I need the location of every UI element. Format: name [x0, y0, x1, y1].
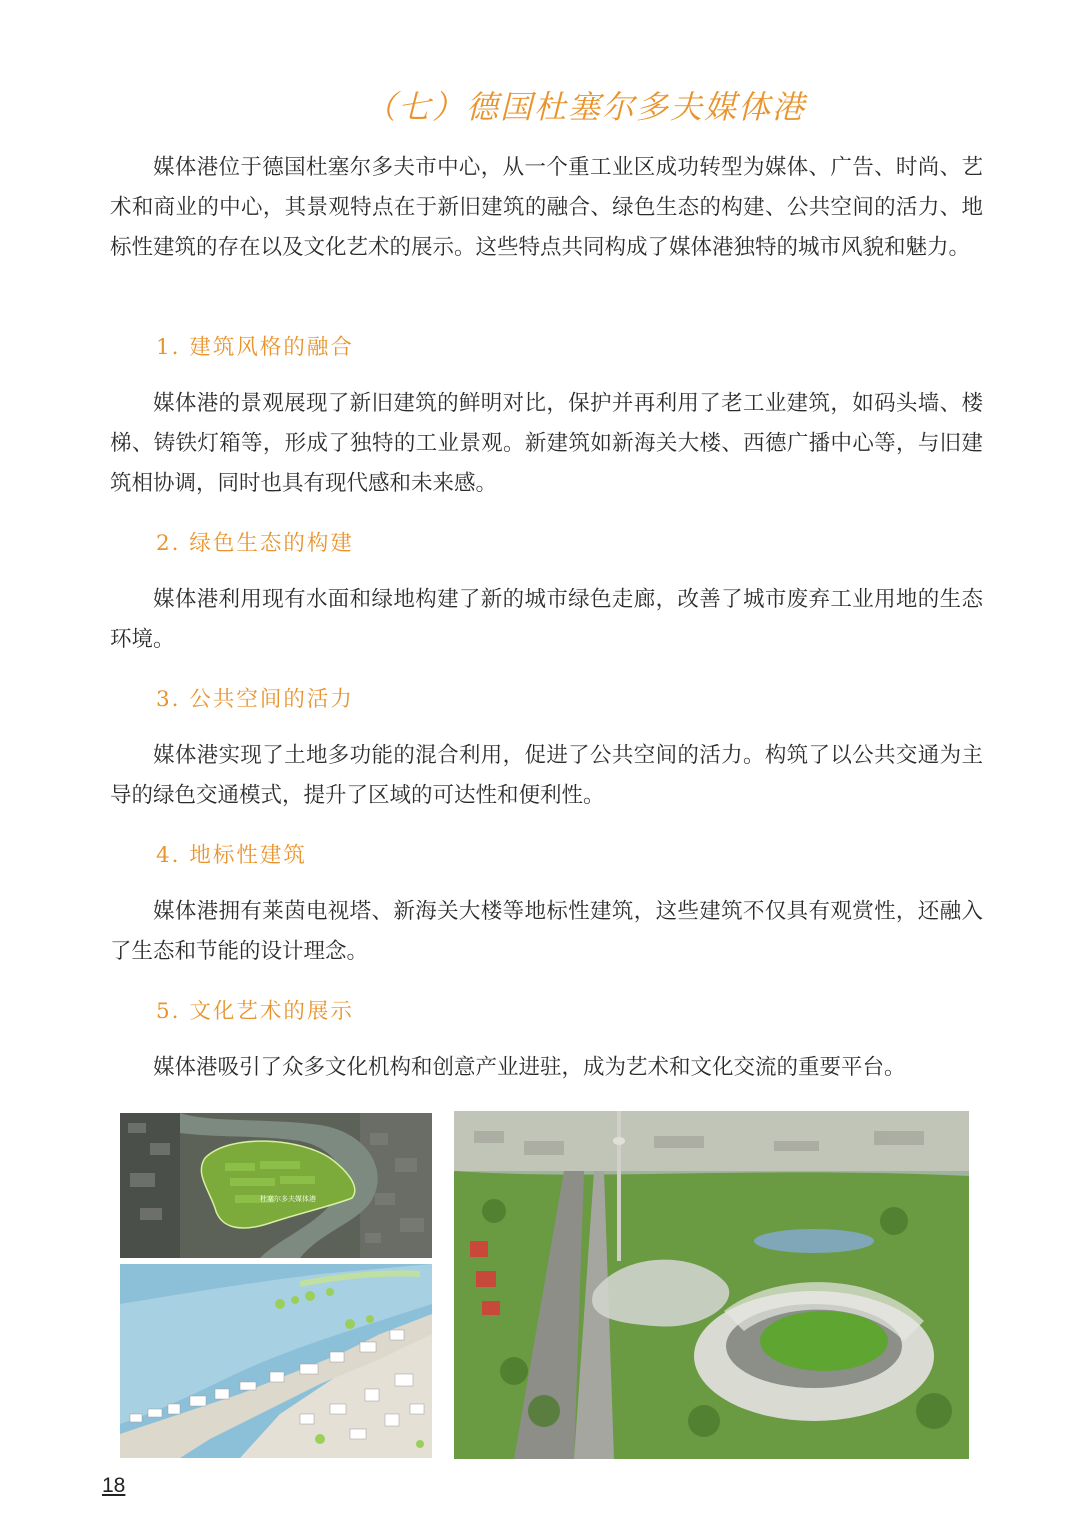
section-heading-1: 1. 建筑风格的融合 [156, 335, 354, 360]
aerial-photo-image [454, 1111, 969, 1459]
satellite-map-image [120, 1113, 432, 1258]
intro-paragraph: 媒体港位于德国杜塞尔多夫市中心，从一个重工业区成功转型为媒体、广告、时尚、艺术和商业的中心，其景观特点在于新旧建筑的融合、绿色生态的构建、公共空间的活力、地标性建筑的存在以及文化艺术的展示。这些特点共同构成了媒体港独特的城市风貌和魅力。 [110, 155, 983, 260]
map-label: 杜塞尔多夫媒体港 [260, 1195, 316, 1203]
section-body-1: 媒体港的景观展现了新旧建筑的鲜明对比，保护并再利用了老工业建筑，如码头墙、楼梯、铸铁灯箱等，形成了独特的工业景观。新建筑如新海关大楼、西德广播中心等，与旧建筑相协调，同时也具有现代感和未来感。 [110, 391, 983, 496]
section-heading-5: 5. 文化艺术的展示 [156, 999, 354, 1024]
section-body-2: 媒体港利用现有水面和绿地构建了新的城市绿色走廊，改善了城市废弃工业用地的生态环境。 [110, 587, 983, 652]
site-plan-image [120, 1264, 432, 1458]
section-body-4: 媒体港拥有莱茵电视塔、新海关大楼等地标性建筑，这些建筑不仅具有观赏性，还融入了生态和节能的设计理念。 [110, 899, 983, 964]
section-body-5: 媒体港吸引了众多文化机构和创意产业进驻，成为艺术和文化交流的重要平台。 [153, 1055, 906, 1080]
page-number: 18 [102, 1474, 126, 1497]
section-heading-4: 4. 地标性建筑 [156, 843, 307, 868]
section-heading-3: 3. 公共空间的活力 [156, 687, 354, 712]
page-title: （七）德国杜塞尔多夫媒体港 [363, 88, 806, 126]
section-body-3: 媒体港实现了土地多功能的混合利用，促进了公共空间的活力。构筑了以公共交通为主导的绿色交通模式，提升了区域的可达性和便利性。 [110, 743, 983, 808]
section-heading-2: 2. 绿色生态的构建 [156, 531, 354, 556]
